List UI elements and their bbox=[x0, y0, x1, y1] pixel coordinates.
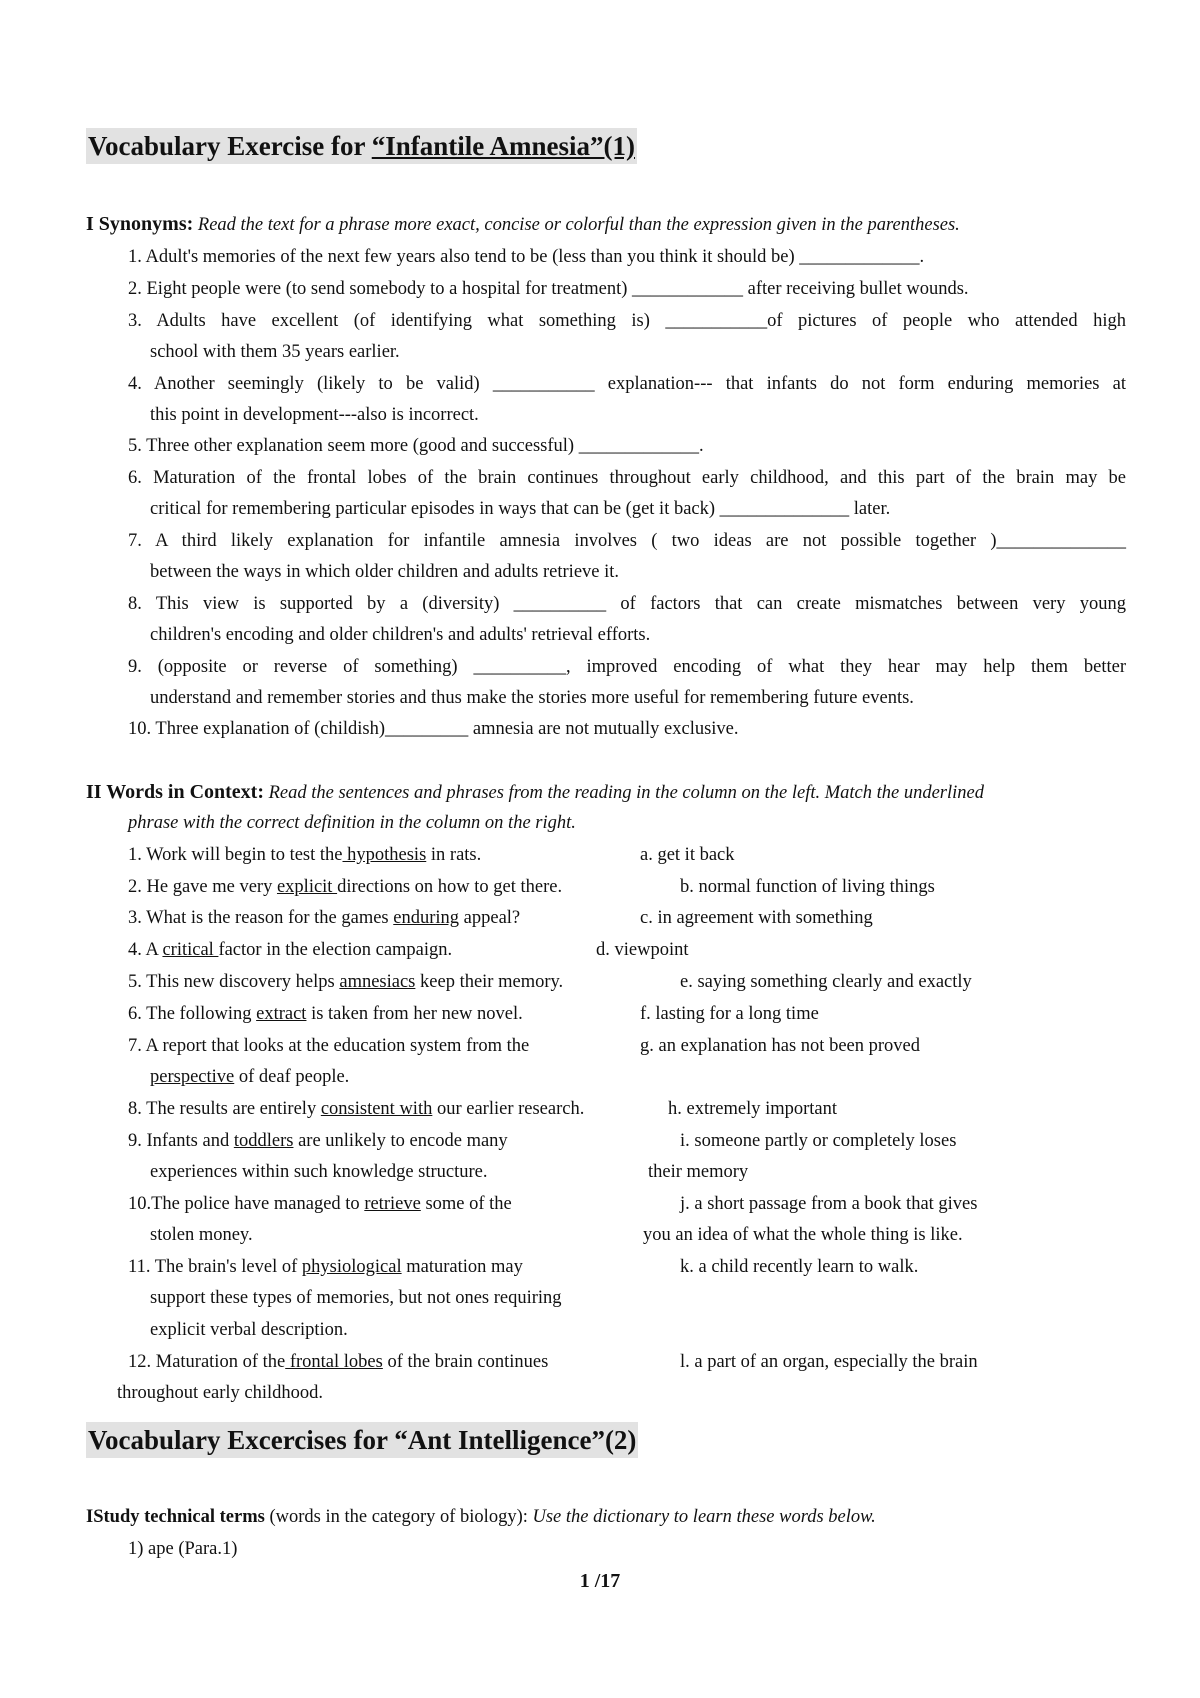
synonym-item-8-line-1: 8. This view is supported by a (diversity) __________ of factors that can create mismatches between very young bbox=[128, 594, 1126, 614]
synonym-item-8-line-2: children's encoding and older children's and adults' retrieval efforts. bbox=[150, 625, 651, 645]
context-left-10-pre: 10.The police have managed to bbox=[128, 1194, 365, 1214]
context-left-7-line-1: 7. A report that looks at the education system from the bbox=[128, 1036, 530, 1056]
context-left-11-post: maturation may bbox=[401, 1257, 523, 1277]
context-left-6-term: extract bbox=[256, 1004, 307, 1024]
context-left-12-term: frontal lobes bbox=[285, 1352, 383, 1372]
synonym-item-10: 10. Three explanation of (childish)_________ amnesia are not mutually exclusive. bbox=[128, 719, 739, 739]
section-2-label: II Words in Context: bbox=[86, 781, 264, 803]
section-1-label: I Synonyms: bbox=[86, 213, 194, 235]
section-1-instruction: Read the text for a phrase more exact, concise or colorful than the expression given in the parentheses. bbox=[197, 215, 960, 235]
context-left-6-pre: 6. The following bbox=[128, 1004, 257, 1024]
context-left-5-term: amnesiacs bbox=[339, 972, 416, 992]
context-left-6-post: is taken from her new novel. bbox=[306, 1004, 523, 1024]
synonym-item-1: 1. Adult's memories of the next few years also tend to be (less than you think it should be) _____________. bbox=[128, 247, 925, 267]
synonym-item-4-line-1: 4. Another seemingly (likely to be valid) ___________ explanation--- that infants do not form enduring memories at bbox=[128, 374, 1126, 394]
section-3-label: Study technical terms bbox=[93, 1507, 265, 1527]
context-left-11-pre: 11. The brain's level of bbox=[128, 1257, 302, 1277]
definition-d: d. viewpoint bbox=[596, 940, 689, 960]
context-left-12-line-2: throughout early childhood. bbox=[117, 1383, 324, 1403]
context-left-10-term: retrieve bbox=[364, 1194, 421, 1214]
synonym-item-9-line-2: understand and remember stories and thus make the stories more useful for remembering future events. bbox=[150, 688, 914, 708]
context-left-10-line-2: stolen money. bbox=[150, 1225, 253, 1245]
section-3-marker: I bbox=[86, 1507, 94, 1527]
context-left-1-post: in rats. bbox=[426, 845, 482, 865]
section-3-paren: (words in the category of biology): bbox=[264, 1507, 533, 1527]
definition-i-line-2: their memory bbox=[648, 1162, 749, 1182]
synonym-item-3-line-1: 3. Adults have excellent (of identifying what something is) ___________of pictures of people who attended high bbox=[128, 311, 1126, 331]
synonym-item-9-line-1: 9. (opposite or reverse of something) __________, improved encoding of what they hear may help them better bbox=[128, 657, 1126, 677]
context-left-9-line-1 bbox=[128, 1129, 508, 1153]
context-left-11-line-3: explicit verbal description. bbox=[150, 1320, 348, 1340]
context-left-3 bbox=[128, 906, 520, 930]
definition-i-line-1: i. someone partly or completely loses bbox=[680, 1131, 957, 1151]
synonym-item-7-line-1: 7. A third likely explanation for infantile amnesia involves ( two ideas are not possible together )______________ bbox=[128, 531, 1126, 551]
synonym-item-6-line-1: 6. Maturation of the frontal lobes of the brain continues throughout early childhood, and this part of the brain may be bbox=[128, 468, 1126, 488]
context-left-11-term: physiological bbox=[301, 1257, 402, 1277]
context-left-9-line-2: experiences within such knowledge structure. bbox=[150, 1162, 488, 1182]
definition-h: h. extremely important bbox=[668, 1099, 838, 1119]
context-left-5 bbox=[128, 970, 563, 994]
context-left-11-line-2: support these types of memories, but not ones requiring bbox=[150, 1288, 562, 1308]
definition-j-line-1: j. a short passage from a book that gives bbox=[680, 1194, 978, 1214]
synonym-item-4-line-2: this point in development---also is incorrect. bbox=[150, 405, 479, 425]
synonym-item-7-line-2: between the ways in which older children and adults retrieve it. bbox=[150, 562, 620, 582]
section-2-instruction-2: phrase with the correct definition in the column on the right. bbox=[128, 813, 576, 833]
context-left-4-pre: 4. A bbox=[128, 940, 163, 960]
context-left-3-term: enduring bbox=[393, 908, 460, 928]
context-left-1-pre: 1. Work will begin to test the bbox=[128, 845, 343, 865]
definition-g: g. an explanation has not been proved bbox=[640, 1036, 920, 1056]
context-left-10-post: some of the bbox=[420, 1194, 512, 1214]
definition-f: f. lasting for a long time bbox=[640, 1004, 819, 1024]
page-number: 1 /17 bbox=[579, 1570, 621, 1592]
context-left-3-pre: 3. What is the reason for the games bbox=[128, 908, 394, 928]
context-left-11-line-1 bbox=[128, 1255, 523, 1279]
title-1-underlined: “Infantile Amnesia”(1) bbox=[371, 131, 635, 161]
definition-c: c. in agreement with something bbox=[640, 908, 873, 928]
context-left-2-post: directions on how to get there. bbox=[337, 877, 563, 897]
context-left-10-line-1 bbox=[128, 1192, 512, 1216]
definition-l: l. a part of an organ, especially the brain bbox=[680, 1352, 978, 1372]
context-left-8-term: consistent with bbox=[320, 1099, 433, 1119]
context-left-1 bbox=[128, 843, 481, 867]
definition-a: a. get it back bbox=[640, 845, 735, 865]
context-left-9-pre: 9. Infants and bbox=[128, 1131, 234, 1151]
context-left-12-line-1 bbox=[128, 1350, 548, 1374]
context-left-7-post: of deaf people. bbox=[234, 1067, 350, 1087]
context-left-8-pre: 8. The results are entirely bbox=[128, 1099, 321, 1119]
context-left-12-post: of the brain continues bbox=[382, 1352, 549, 1372]
definition-k: k. a child recently learn to walk. bbox=[680, 1257, 919, 1277]
context-left-4 bbox=[128, 938, 452, 962]
section-3-heading bbox=[86, 1505, 876, 1529]
context-left-9-post: are unlikely to encode many bbox=[293, 1131, 508, 1151]
context-left-8-post: our earlier research. bbox=[432, 1099, 585, 1119]
section-3-instruction: Use the dictionary to learn these words below. bbox=[532, 1507, 876, 1527]
context-left-8 bbox=[128, 1097, 584, 1121]
title-1-prefix: Vocabulary Exercise for bbox=[88, 131, 372, 161]
synonym-item-3-line-2: school with them 35 years earlier. bbox=[150, 342, 400, 362]
context-left-7-term: perspective bbox=[150, 1067, 235, 1087]
context-left-9-term: toddlers bbox=[233, 1131, 294, 1151]
exercise-title-1 bbox=[86, 128, 637, 164]
definition-e: e. saying something clearly and exactly bbox=[680, 972, 972, 992]
section-3-item-1: 1) ape (Para.1) bbox=[128, 1539, 238, 1559]
synonym-item-5: 5. Three other explanation seem more (good and successful) _____________. bbox=[128, 436, 704, 456]
context-left-2-term: explicit bbox=[276, 877, 338, 897]
exercise-title-2: Vocabulary Excercises for “Ant Intelligence”(2) bbox=[86, 1422, 638, 1458]
context-left-12-pre: 12. Maturation of the bbox=[128, 1352, 286, 1372]
section-1-heading bbox=[86, 212, 960, 237]
definition-b: b. normal function of living things bbox=[680, 877, 935, 897]
synonym-item-6-line-2: critical for remembering particular episodes in ways that can be (get it back) ______________ later. bbox=[150, 499, 891, 519]
section-2-instruction-1: Read the sentences and phrases from the reading in the column on the left. Match the underlined bbox=[268, 783, 984, 803]
context-left-2-pre: 2. He gave me very bbox=[128, 877, 277, 897]
synonym-item-2: 2. Eight people were (to send somebody to a hospital for treatment) ____________ after receiving bullet wounds. bbox=[128, 279, 969, 299]
context-left-7-line-2 bbox=[150, 1065, 349, 1089]
definition-j-line-2: you an idea of what the whole thing is like. bbox=[643, 1225, 963, 1245]
section-2-heading-line-1 bbox=[86, 780, 984, 805]
context-left-6 bbox=[128, 1002, 523, 1026]
context-left-2 bbox=[128, 875, 562, 899]
context-left-3-post: appeal? bbox=[459, 908, 521, 928]
context-left-5-pre: 5. This new discovery helps bbox=[128, 972, 340, 992]
context-left-4-post: factor in the election campaign. bbox=[218, 940, 453, 960]
context-left-5-post: keep their memory. bbox=[415, 972, 564, 992]
context-left-4-term: critical bbox=[162, 940, 219, 960]
context-left-1-term: hypothesis bbox=[342, 845, 427, 865]
